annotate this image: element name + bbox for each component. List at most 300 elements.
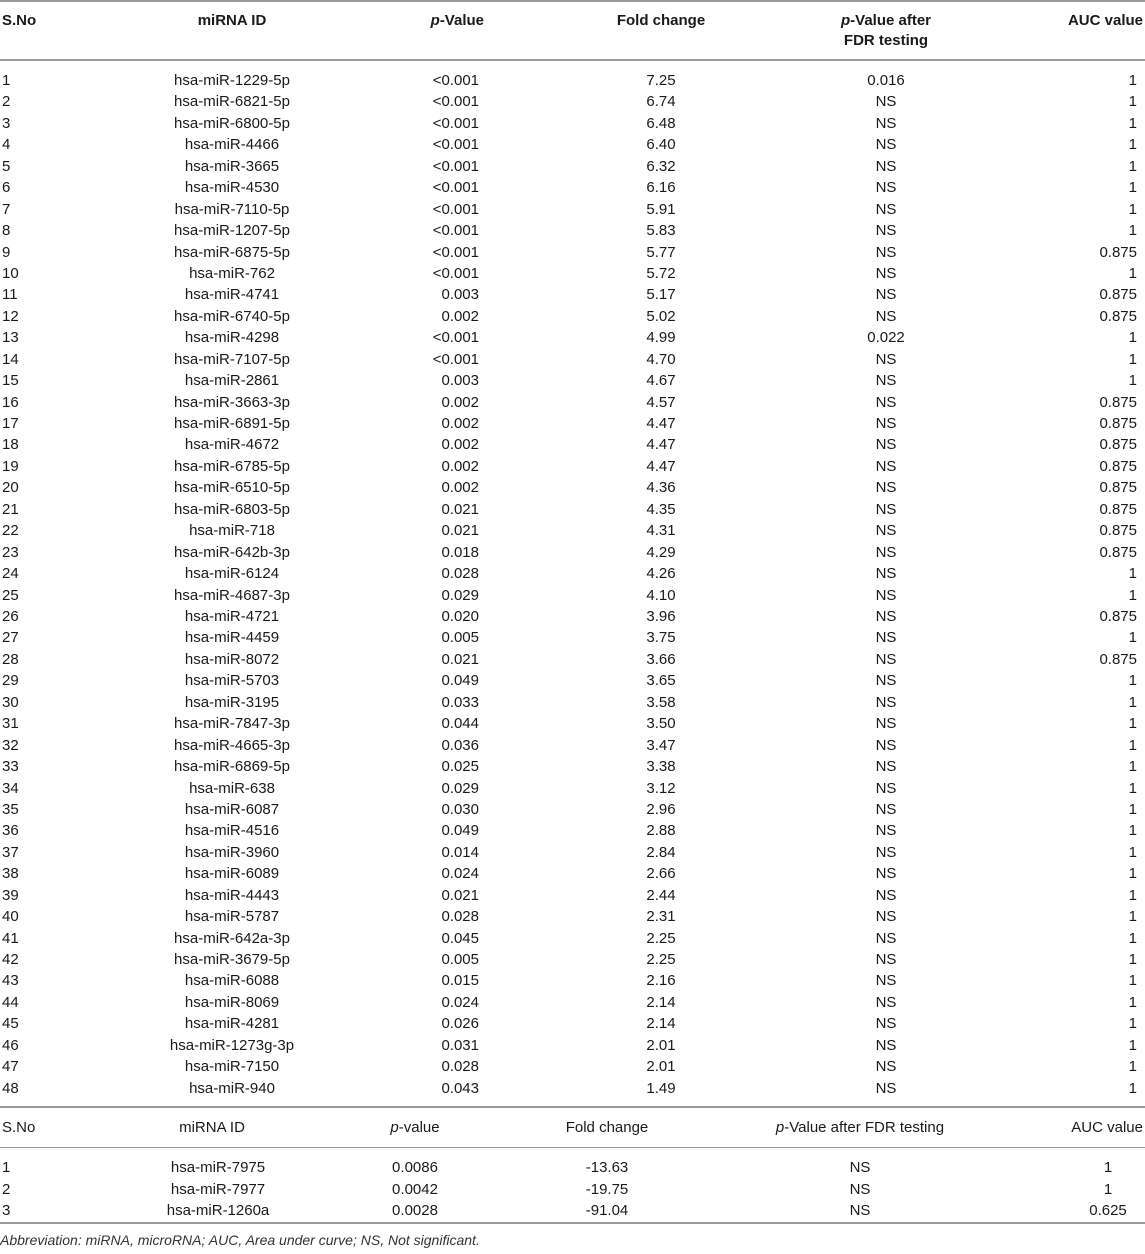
cell-fdr: NS <box>875 565 897 583</box>
cell-sno: 3 <box>2 114 11 132</box>
cell-p-value: 0.029 <box>441 586 479 604</box>
cell-sno: 26 <box>2 608 19 625</box>
table-row <box>0 177 1145 198</box>
cell-mirna-id: hsa-miR-6740-5p <box>174 307 290 325</box>
cell-sno: 29 <box>2 672 19 690</box>
cell-sno: 21 <box>2 500 19 518</box>
cell-fdr: NS <box>875 1079 897 1097</box>
cell-mirna-id: hsa-miR-6087 <box>184 800 280 818</box>
cell-mirna-id: hsa-miR-6891-5p <box>174 415 290 433</box>
cell-auc: 0.875 <box>1099 650 1137 668</box>
cell-p-value: <0.001 <box>432 93 479 111</box>
cell-fdr: NS <box>875 993 897 1011</box>
cell-fdr: NS <box>875 93 897 111</box>
top-rule <box>0 0 1145 2</box>
cell-fold-change: 4.35 <box>646 500 676 518</box>
cell-fdr: 0.016 <box>867 72 905 89</box>
cell-sno: 33 <box>2 758 19 776</box>
cell-fdr: NS <box>849 1202 871 1219</box>
cell-auc: 1 <box>1128 565 1137 583</box>
cell-fold-change: 7.25 <box>646 72 676 89</box>
table-row <box>0 670 1145 691</box>
table-row <box>0 220 1145 241</box>
cell-p-value: 0.030 <box>441 800 479 818</box>
table2-header-fold-change: Fold change <box>565 1119 649 1136</box>
table-row <box>0 778 1145 799</box>
cell-fold-change: 3.47 <box>646 736 676 754</box>
cell-fold-change: 4.47 <box>646 415 676 433</box>
cell-sno: 31 <box>2 715 19 733</box>
bottom-rule <box>0 1222 1145 1224</box>
cell-fdr: NS <box>875 1058 897 1076</box>
cell-sno: 46 <box>2 1036 19 1054</box>
cell-auc: 1 <box>1128 72 1137 89</box>
cell-p-value: 0.021 <box>441 650 479 668</box>
cell-auc: 1 <box>1103 1159 1113 1176</box>
cell-fdr: NS <box>875 972 897 990</box>
cell-sno: 48 <box>2 1079 19 1097</box>
cell-p-value: 0.036 <box>441 736 479 754</box>
cell-auc: 0.875 <box>1099 500 1137 518</box>
cell-mirna-id: hsa-miR-1260a <box>166 1202 270 1219</box>
cell-fold-change: 4.10 <box>646 586 676 604</box>
table-row <box>0 156 1145 177</box>
cell-p-value: 0.002 <box>441 436 479 454</box>
cell-mirna-id: hsa-miR-1207-5p <box>174 222 290 240</box>
cell-p-value: 0.0028 <box>392 1202 438 1219</box>
cell-mirna-id: hsa-miR-3195 <box>184 693 280 711</box>
cell-mirna-id: hsa-miR-4665-3p <box>174 736 290 754</box>
cell-fold-change: 6.32 <box>646 157 676 175</box>
table-row <box>0 1179 1145 1200</box>
cell-fdr: NS <box>875 629 897 647</box>
cell-p-value: 0.045 <box>441 929 479 947</box>
header-fdr: p-Value after FDR testing <box>840 12 932 49</box>
cell-mirna-id: hsa-miR-5703 <box>184 672 280 690</box>
cell-fdr: NS <box>875 222 897 240</box>
cell-mirna-id: hsa-miR-7110-5p <box>174 200 290 218</box>
table-row <box>0 456 1145 477</box>
table-row <box>0 692 1145 713</box>
cell-sno: 4 <box>2 136 11 154</box>
cell-auc: 1 <box>1128 800 1137 818</box>
cell-mirna-id: hsa-miR-7847-3p <box>174 715 290 733</box>
cell-fdr: NS <box>875 736 897 754</box>
cell-fdr: NS <box>875 307 897 325</box>
cell-p-value: 0.002 <box>441 457 479 475</box>
table-row <box>0 413 1145 434</box>
cell-p-value: 0.003 <box>441 286 479 304</box>
cell-p-value: 0.043 <box>441 1079 479 1097</box>
cell-sno: 19 <box>2 457 19 475</box>
cell-sno: 5 <box>2 157 11 175</box>
cell-fdr: NS <box>875 264 897 282</box>
table-row <box>0 713 1145 734</box>
cell-auc: 1 <box>1128 993 1137 1011</box>
cell-fdr: NS <box>875 114 897 132</box>
cell-sno: 16 <box>2 393 19 411</box>
cell-fdr: NS <box>875 886 897 904</box>
cell-fdr: NS <box>875 415 897 433</box>
table2-header-rule <box>0 1147 1145 1148</box>
cell-fold-change: 6.16 <box>646 179 676 197</box>
cell-fold-change: 3.66 <box>646 650 676 668</box>
cell-auc: 1 <box>1128 350 1137 368</box>
cell-fold-change: 2.14 <box>646 993 676 1011</box>
cell-sno: 43 <box>2 972 19 990</box>
table-row <box>0 1078 1145 1099</box>
cell-fdr: NS <box>875 843 897 861</box>
cell-fdr: NS <box>875 350 897 368</box>
cell-fdr: NS <box>875 758 897 776</box>
cell-p-value: 0.026 <box>441 1015 479 1033</box>
cell-p-value: 0.028 <box>441 908 479 926</box>
cell-mirna-id: hsa-miR-718 <box>189 522 275 540</box>
cell-p-value: 0.024 <box>441 993 479 1011</box>
cell-fdr: NS <box>875 608 897 625</box>
cell-auc: 1 <box>1128 136 1137 154</box>
table-row <box>0 542 1145 563</box>
cell-fdr: 0.022 <box>867 329 905 347</box>
cell-fold-change: 2.25 <box>646 929 676 947</box>
cell-auc: 1 <box>1128 843 1137 861</box>
cell-p-value: 0.0086 <box>392 1159 438 1176</box>
cell-mirna-id: hsa-miR-6803-5p <box>174 500 290 518</box>
table2-header-mirna-id: miRNA ID <box>179 1119 245 1136</box>
cell-fdr: NS <box>875 779 897 797</box>
footnote: Abbreviation: miRNA, microRNA; AUC, Area under curve; NS, Not significant. <box>0 1232 480 1248</box>
cell-sno: 47 <box>2 1058 19 1076</box>
cell-fdr: NS <box>875 672 897 690</box>
cell-sno: 37 <box>2 843 19 861</box>
cell-sno: 8 <box>2 222 11 240</box>
cell-mirna-id: hsa-miR-4516 <box>184 822 280 840</box>
cell-sno: 18 <box>2 436 19 454</box>
table-row <box>0 306 1145 327</box>
cell-mirna-id: hsa-miR-6875-5p <box>174 243 290 261</box>
cell-p-value: 0.021 <box>441 500 479 518</box>
cell-p-value: <0.001 <box>432 136 479 154</box>
cell-fdr: NS <box>875 436 897 454</box>
cell-p-value: 0.002 <box>441 415 479 433</box>
cell-mirna-id: hsa-miR-6510-5p <box>174 479 290 497</box>
cell-mirna-id: hsa-miR-4281 <box>184 1015 280 1033</box>
cell-p-value: 0.020 <box>441 608 479 625</box>
cell-auc: 1 <box>1128 951 1137 969</box>
cell-sno: 11 <box>2 286 18 304</box>
cell-fdr: NS <box>875 1015 897 1033</box>
table-row <box>0 885 1145 906</box>
cell-mirna-id: hsa-miR-6088 <box>184 972 280 990</box>
cell-mirna-id: hsa-miR-7975 <box>170 1159 266 1176</box>
cell-p-value: <0.001 <box>432 264 479 282</box>
cell-sno: 34 <box>2 779 19 797</box>
cell-sno: 1 <box>2 1159 11 1176</box>
table-row <box>0 434 1145 455</box>
cell-fold-change: 5.72 <box>646 264 676 282</box>
cell-mirna-id: hsa-miR-3960 <box>184 843 280 861</box>
cell-fold-change: 2.25 <box>646 951 676 969</box>
cell-mirna-id: hsa-miR-642a-3p <box>174 929 290 947</box>
table-row <box>0 863 1145 884</box>
cell-p-value: 0.002 <box>441 307 479 325</box>
table-row <box>0 134 1145 155</box>
table-row <box>0 1200 1145 1221</box>
cell-fdr: NS <box>875 179 897 197</box>
cell-fold-change: 5.77 <box>646 243 676 261</box>
table-row <box>0 327 1145 348</box>
cell-sno: 3 <box>2 1202 11 1219</box>
cell-sno: 24 <box>2 565 19 583</box>
cell-mirna-id: hsa-miR-2861 <box>184 372 280 390</box>
cell-sno: 15 <box>2 372 19 390</box>
cell-p-value: <0.001 <box>432 329 479 347</box>
cell-auc: 1 <box>1128 693 1137 711</box>
cell-fold-change: 2.66 <box>646 865 676 883</box>
table-row <box>0 499 1145 520</box>
cell-auc: 1 <box>1128 1058 1137 1076</box>
table2-header-auc: AUC value <box>1071 1119 1143 1136</box>
cell-fdr: NS <box>875 800 897 818</box>
cell-sno: 1 <box>2 72 11 89</box>
table-row <box>0 799 1145 820</box>
cell-auc: 1 <box>1128 329 1137 347</box>
table-row <box>0 820 1145 841</box>
cell-sno: 41 <box>2 929 19 947</box>
cell-fdr: NS <box>875 479 897 497</box>
cell-p-value: 0.021 <box>441 886 479 904</box>
cell-auc: 1 <box>1128 1036 1137 1054</box>
table-row <box>0 392 1145 413</box>
cell-p-value: <0.001 <box>432 200 479 218</box>
cell-auc: 1 <box>1128 908 1137 926</box>
cell-auc: 0.875 <box>1099 243 1137 261</box>
cell-fdr: NS <box>849 1159 871 1176</box>
cell-p-value: <0.001 <box>432 222 479 240</box>
cell-mirna-id: hsa-miR-4443 <box>184 886 280 904</box>
cell-fold-change: 3.75 <box>646 629 676 647</box>
cell-sno: 35 <box>2 800 19 818</box>
cell-sno: 13 <box>2 329 19 347</box>
cell-auc: 1 <box>1128 779 1137 797</box>
cell-mirna-id: hsa-miR-6800-5p <box>174 114 290 132</box>
cell-mirna-id: hsa-miR-4530 <box>184 179 280 197</box>
cell-fold-change: 3.58 <box>646 693 676 711</box>
cell-fold-change: 4.70 <box>646 350 676 368</box>
cell-mirna-id: hsa-miR-7107-5p <box>174 350 290 368</box>
cell-p-value: 0.024 <box>441 865 479 883</box>
cell-sno: 22 <box>2 522 19 540</box>
cell-mirna-id: hsa-miR-6821-5p <box>174 93 290 111</box>
cell-fdr: NS <box>875 136 897 154</box>
header-auc: AUC value <box>1067 12 1143 29</box>
cell-mirna-id: hsa-miR-762 <box>189 264 275 282</box>
cell-auc: 1 <box>1128 264 1137 282</box>
cell-auc: 1 <box>1128 114 1137 132</box>
cell-mirna-id: hsa-miR-1273g-3p <box>169 1036 295 1054</box>
table-row <box>0 585 1145 606</box>
cell-auc: 1 <box>1128 372 1137 390</box>
cell-fdr: NS <box>875 157 897 175</box>
cell-fdr: NS <box>875 200 897 218</box>
cell-fold-change: 6.74 <box>646 93 676 111</box>
cell-mirna-id: hsa-miR-5787 <box>184 908 280 926</box>
cell-p-value: <0.001 <box>432 243 479 261</box>
table-row <box>0 735 1145 756</box>
cell-auc: 0.875 <box>1099 393 1137 411</box>
cell-auc: 1 <box>1128 93 1137 111</box>
table-row <box>0 370 1145 391</box>
cell-p-value: 0.005 <box>441 629 479 647</box>
cell-auc: 1 <box>1128 929 1137 947</box>
section-rule <box>0 1106 1145 1108</box>
cell-fdr: NS <box>875 650 897 668</box>
cell-p-value: 0.0042 <box>392 1180 438 1198</box>
cell-p-value: 0.021 <box>441 522 479 540</box>
table-row <box>0 970 1145 991</box>
cell-p-value: 0.014 <box>441 843 479 861</box>
cell-sno: 17 <box>2 415 19 433</box>
header-sno: S.No <box>2 12 37 29</box>
cell-p-value: 0.044 <box>441 715 479 733</box>
cell-auc: 1 <box>1128 222 1137 240</box>
cell-fold-change: 5.17 <box>646 286 676 304</box>
cell-fdr: NS <box>875 1036 897 1054</box>
cell-fold-change: -13.63 <box>585 1159 629 1176</box>
cell-auc: 1 <box>1128 1079 1137 1097</box>
cell-mirna-id: hsa-miR-4459 <box>184 629 280 647</box>
cell-fold-change: 1.49 <box>646 1079 676 1097</box>
cell-mirna-id: hsa-miR-4466 <box>184 136 280 154</box>
cell-p-value: 0.025 <box>441 758 479 776</box>
cell-mirna-id: hsa-miR-6869-5p <box>174 758 290 776</box>
cell-p-value: <0.001 <box>432 114 479 132</box>
cell-sno: 30 <box>2 693 19 711</box>
cell-mirna-id: hsa-miR-6785-5p <box>174 457 290 475</box>
cell-fdr: NS <box>875 522 897 540</box>
cell-fold-change: 4.29 <box>646 543 676 561</box>
table-row <box>0 606 1145 627</box>
table2-header-sno: S.No <box>2 1119 36 1136</box>
cell-mirna-id: hsa-miR-3663-3p <box>174 393 290 411</box>
table-row <box>0 1035 1145 1056</box>
cell-sno: 42 <box>2 951 19 969</box>
cell-auc: 0.875 <box>1099 543 1137 561</box>
cell-p-value: <0.001 <box>432 350 479 368</box>
cell-p-value: 0.028 <box>441 565 479 583</box>
table2-header-p-value: p-value <box>390 1119 440 1136</box>
cell-mirna-id: hsa-miR-7150 <box>184 1058 280 1076</box>
table-row <box>0 627 1145 648</box>
table-row <box>0 1056 1145 1077</box>
cell-sno: 20 <box>2 479 19 497</box>
table-row <box>0 263 1145 284</box>
cell-fold-change: 2.88 <box>646 822 676 840</box>
cell-fold-change: 5.83 <box>646 222 676 240</box>
cell-p-value: 0.029 <box>441 779 479 797</box>
cell-p-value: 0.049 <box>441 822 479 840</box>
cell-fold-change: 2.44 <box>646 886 676 904</box>
cell-fold-change: 3.38 <box>646 758 676 776</box>
cell-fdr: NS <box>875 500 897 518</box>
table-row <box>0 992 1145 1013</box>
cell-fdr: NS <box>875 372 897 390</box>
table-row <box>0 949 1145 970</box>
cell-fold-change: 2.16 <box>646 972 676 990</box>
cell-p-value: 0.002 <box>441 393 479 411</box>
cell-sno: 44 <box>2 993 19 1011</box>
cell-auc: 0.875 <box>1099 436 1137 454</box>
table2-header-fdr: p-Value after FDR testing <box>775 1119 945 1136</box>
cell-mirna-id: hsa-miR-7977 <box>170 1180 266 1198</box>
cell-mirna-id: hsa-miR-1229-5p <box>174 72 290 89</box>
cell-sno: 28 <box>2 650 19 668</box>
cell-sno: 40 <box>2 908 19 926</box>
cell-fold-change: 4.31 <box>646 522 676 540</box>
cell-mirna-id: hsa-miR-3665 <box>184 157 280 175</box>
cell-fdr: NS <box>875 243 897 261</box>
cell-sno: 10 <box>2 264 19 282</box>
table-row <box>0 113 1145 134</box>
cell-fold-change: 5.02 <box>646 307 676 325</box>
table-row <box>0 1013 1145 1034</box>
cell-fold-change: -19.75 <box>585 1180 629 1198</box>
cell-fold-change: 3.50 <box>646 715 676 733</box>
cell-mirna-id: hsa-miR-3679-5p <box>174 951 290 969</box>
table-row <box>0 477 1145 498</box>
table-row <box>0 520 1145 541</box>
cell-fold-change: -91.04 <box>585 1202 629 1219</box>
cell-p-value: 0.002 <box>441 479 479 497</box>
cell-auc: 0.875 <box>1099 522 1137 540</box>
cell-fold-change: 2.01 <box>646 1036 676 1054</box>
cell-auc: 1 <box>1128 200 1137 218</box>
cell-fold-change: 3.65 <box>646 672 676 690</box>
cell-fold-change: 3.96 <box>646 608 676 625</box>
cell-mirna-id: hsa-miR-8072 <box>184 650 280 668</box>
cell-mirna-id: hsa-miR-4672 <box>184 436 280 454</box>
table-row <box>0 284 1145 305</box>
header-fold-change: Fold change <box>616 12 706 29</box>
cell-sno: 12 <box>2 307 19 325</box>
cell-p-value: 0.033 <box>441 693 479 711</box>
cell-p-value: 0.003 <box>441 372 479 390</box>
cell-p-value: 0.031 <box>441 1036 479 1054</box>
cell-auc: 0.625 <box>1089 1202 1127 1219</box>
table-row <box>0 563 1145 584</box>
cell-sno: 38 <box>2 865 19 883</box>
cell-auc: 1 <box>1128 886 1137 904</box>
cell-auc: 1 <box>1128 157 1137 175</box>
table-row <box>0 906 1145 927</box>
cell-fdr: NS <box>875 822 897 840</box>
cell-fold-change: 4.26 <box>646 565 676 583</box>
table-row <box>0 1157 1145 1178</box>
cell-auc: 0.875 <box>1099 457 1137 475</box>
cell-sno: 32 <box>2 736 19 754</box>
cell-fold-change: 2.14 <box>646 1015 676 1033</box>
cell-fold-change: 2.31 <box>646 908 676 926</box>
cell-fold-change: 4.47 <box>646 457 676 475</box>
cell-sno: 45 <box>2 1015 19 1033</box>
cell-fdr: NS <box>875 693 897 711</box>
cell-fdr: NS <box>875 908 897 926</box>
cell-fold-change: 4.67 <box>646 372 676 390</box>
cell-auc: 0.875 <box>1099 307 1137 325</box>
cell-fdr: NS <box>875 586 897 604</box>
cell-auc: 1 <box>1128 672 1137 690</box>
cell-fdr: NS <box>875 929 897 947</box>
